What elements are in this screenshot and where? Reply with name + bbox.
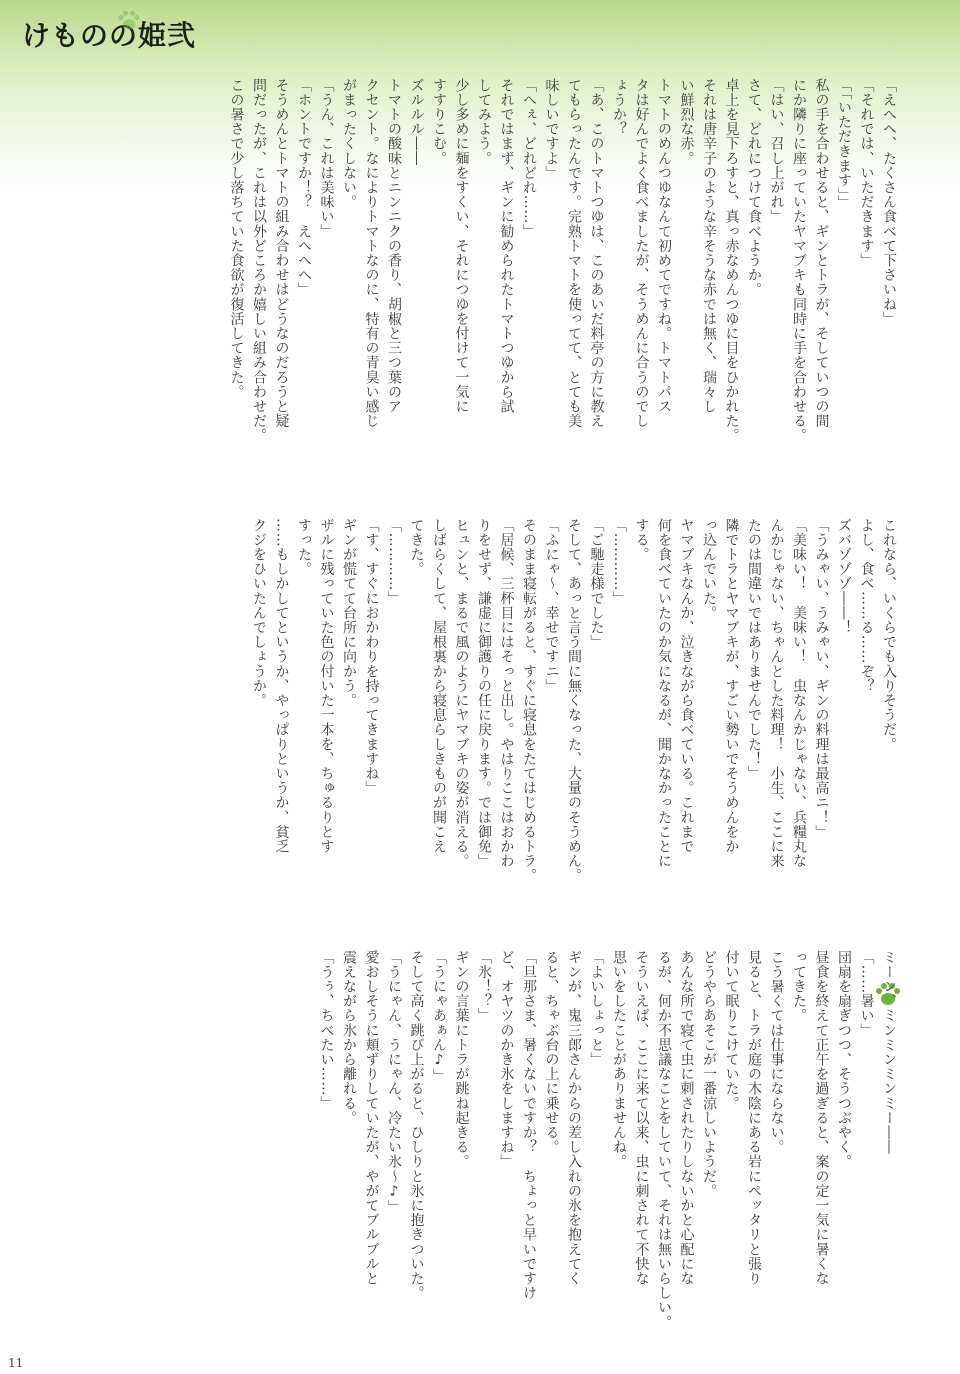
page-number: 11 (8, 1356, 24, 1370)
page-title: けものの姫弐 (22, 19, 197, 52)
paw-print-icon (116, 8, 142, 34)
text-column-bottom: ミーン、ミンミンミンミー―― 「……暑い」 団扇を扇ぎつつ、そうつぶやく。 昼食を終えて正午を過ぎると、案の定一気に暑くな ってきた。 こう暑くては仕事にならない。 見ると、トラが庭の木陰にある岩にペッタリと張り 付いて眠りこけていた。 どうやらあそこが一番涼しいようだ。 あんな所で寝て虫に刺されたりしないかと心配にな るが、何か不思議なことをしていて、それは無いらしい。 そういえば、ここに来て以来、虫に刺されて不快な 思いをしたことがありませんね。 「よいしょっと」 ギンが、鬼三郎さんからの差し入れの氷を抱えてく ると、ちゃぶ台の上に乗せる。 「旦那さま、暑くないですか？ ちょっと早いですけ ど、オヤツのかき氷をしますね」 「氷！？」 ギンの言葉にトラが跳ね起きる。 「うにゃあぁん♪」 そして高く跳び上がると、ひしりと氷に抱きついた。 「うにゃん、うにゃん、冷たい氷～♪」 愛おしそうに頬ずりしていたが、やがてブルブルと 震えながら氷から離れる。 「うぅ、ちべたい……」 (318, 950, 897, 1330)
text-column-top: 「えへへ、たくさん食べて下さいね」 「それでは、いただきます」 「「いただきます」」 私の手を合わせると、ギンとトラが、そしていつの間 にか隣りに座っていたヤマブキも同時に手を合わせる。 「はい、召し上がれ」 さて、どれにつけて食べようか。 卓上を見下ろすと、真っ赤なめんつゆに目をひかれた。 それは唐辛子のような辛そうな赤では無く、瑞々し い鮮烈な赤。 トマトのめんつゆなんて初めてですね。トマトパス タは好んでよく食べましたが、そうめんに合うのでし ょうか？ 「あ、このトマトつゆは、このあいだ料亭の方に教え てもらったんです。完熟トマトを使ってて、とても美 味しいですよ」 「へぇ、どれどれ……」 それではまず、ギンに勧められたトマトつゆから試 してみよう。 少し多めに麺をすくい、それにつゆを付けて一気に すすりこむ。 ズルルル―― トマトの酸味とニンニクの香り、胡椒と三つ葉のア クセント。なによりトマトなのに、特有の青臭い感じ がまったくしない。 「うん、これは美味い」 「ホントですか！？ えへへへ」 そうめんとトマトの組み合わせはどうなのだろうと疑 問だったが、これは以外どころか嬉しい組み合わせだ。 この暑さで少し落ちていた食欲が復活してきた。 (228, 78, 897, 443)
text-column-middle: これなら、いくらでも入りそうだ。 よし、食べ……る……ぞ？ ズバゾゾゾ――！ 「うみゃい、うみゃい、ギンの料理は最高ニ！」 「美味い！ 美味い！ 虫なんかじゃない、兵糧丸な んかじゃない、ちゃんとした料理！ 小生、ここに来 たのは間違いではありませんでした！」 隣でトラとヤマブキが、すごい勢いでそうめんをか っ込んでいた。 ヤマブキなんか、泣きながら食べている。これまで 何を食べていたのか気になるが、聞かなかったことに する。 「…………」 「ご馳走様でした」 そして、あっと言う間に無くなった、大量のそうめん。 「ふにゃ～、幸せですニ」 そのまま寝転がると、すぐに寝息をたてはじめるトラ。 「居候、三杯目にはそっと出し。やはりここはおかわ りをせず、謙虚に御護りの任に戻ります。では御免」 ヒュンと、まるで風のようにヤマブキの姿が消える。 しばらくして、屋根裏から寝息らしきものが聞こえ てきた。 「…………」 「す、すぐにおかわりを持ってきますね」 ギンが慌てて台所に向かう。 ザルに残っていた色の付いた一本を、ちゅるりとす すった。 ……もしかしてというか、やっぱりというか、貧乏 クジをひいたんでしょうか。 (251, 518, 897, 883)
